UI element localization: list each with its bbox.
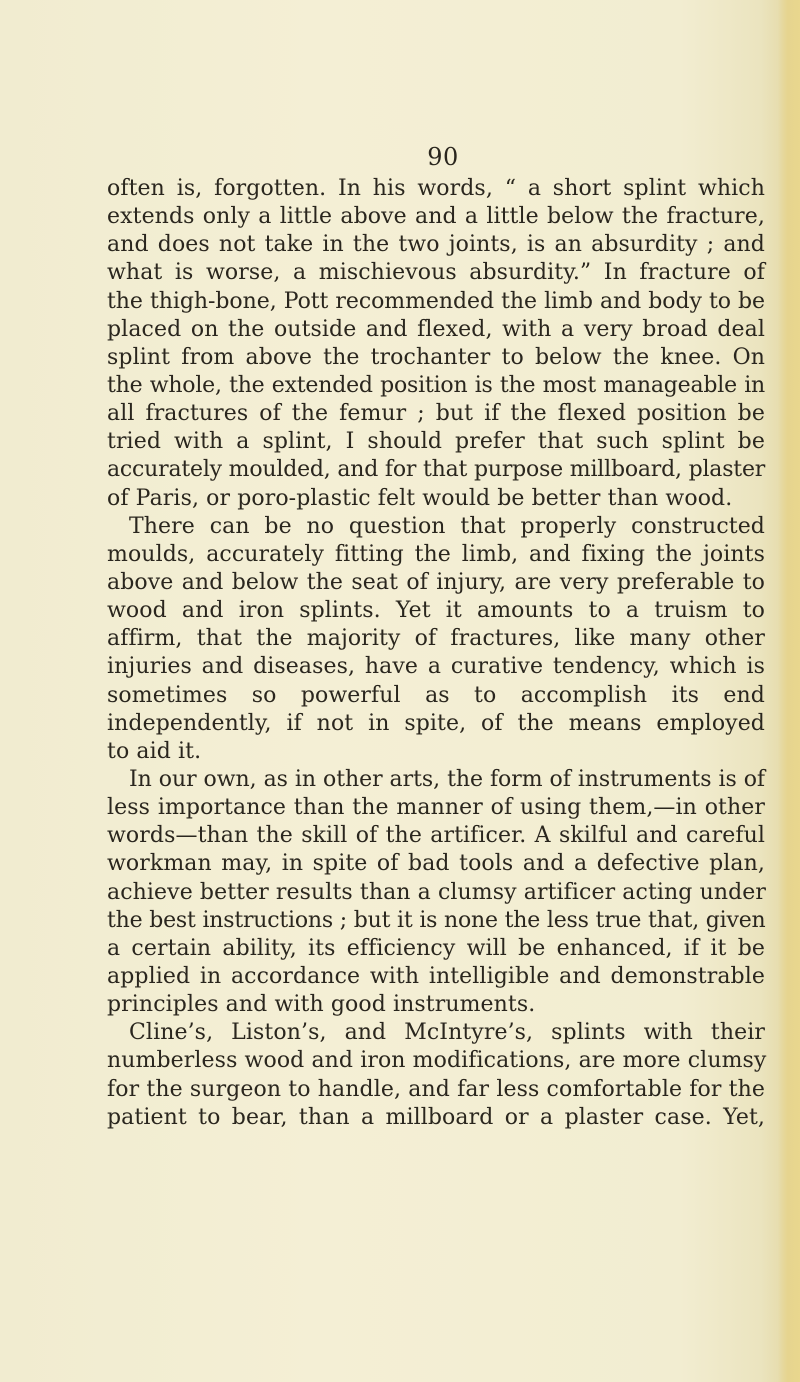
text-line: accurately moulded, and for that purpose millboard, plaster <box>107 457 766 483</box>
text-line: extends only a little above and a little below the fracture, <box>107 204 765 230</box>
text-line: the best instructions ; but it is none the less true that, given <box>107 907 766 933</box>
text-line: sometimes so powerful as to accomplish its end <box>107 682 765 708</box>
text-line: applied in accordance with intelligible and demonstrable <box>107 963 765 989</box>
text-line: In our own, as in other arts, the form of instruments is of <box>129 766 765 792</box>
page-number: 90 <box>427 143 459 171</box>
text-line: of Paris, or poro-plastic felt would be better than wood. <box>107 485 733 511</box>
text-line: wood and iron splints. Yet it amounts to a truism to <box>107 598 765 624</box>
text-line: less importance than the manner of using them,—in other <box>107 795 765 821</box>
text-line: above and below the seat of injury, are very preferable to <box>107 569 765 595</box>
text-line: moulds, accurately fitting the limb, and fixing the joints <box>107 541 765 567</box>
text-line: all fractures of the femur ; but if the flexed position be <box>107 401 765 427</box>
text-line: Cline’s, Liston’s, and McIntyre’s, splints with their <box>129 1020 765 1046</box>
text-line: and does not take in the two joints, is an absurdity ; and <box>107 232 765 258</box>
text-line: affirm, that the majority of fractures, like many other <box>107 626 765 652</box>
text-line: the thigh-bone, Pott recommended the limb and body to be <box>107 288 765 314</box>
text-line: splint from above the trochanter to below the knee. On <box>107 344 765 370</box>
text-line: independently, if not in spite, of the means employed <box>107 710 765 736</box>
text-line: principles and with good instruments. <box>107 992 536 1018</box>
text-line: often is, forgotten. In his words, “ a short splint which <box>107 176 765 201</box>
text-line: tried with a splint, I should prefer that such splint be <box>107 429 765 455</box>
body-text <box>107 175 765 1132</box>
page-edge <box>778 0 800 1382</box>
text-line: injuries and diseases, have a curative tendency, which is <box>107 654 765 680</box>
text-line: placed on the outside and flexed, with a very broad deal <box>107 316 765 342</box>
text-line: the whole, the extended position is the most manageable in <box>107 372 765 398</box>
text-line: workman may, in spite of bad tools and a defective plan, <box>107 851 765 877</box>
text-line: numberless wood and iron modifications, are more clumsy <box>107 1048 767 1074</box>
text-line: patient to bear, than a millboard or a plaster case. Yet, <box>107 1104 765 1130</box>
text-line: There can be no question that properly constructed <box>129 513 765 539</box>
text-line: what is worse, a mischievous absurdity.” In fracture of <box>107 260 765 286</box>
text-line: words—than the skill of the artificer. A skilful and careful <box>107 823 765 849</box>
text-line: a certain ability, its efficiency will be enhanced, if it be <box>107 935 765 961</box>
text-line: for the surgeon to handle, and far less comfortable for the <box>107 1076 765 1102</box>
text-line: to aid it. <box>107 738 202 764</box>
text-line: achieve better results than a clumsy artificer acting under <box>107 879 767 905</box>
